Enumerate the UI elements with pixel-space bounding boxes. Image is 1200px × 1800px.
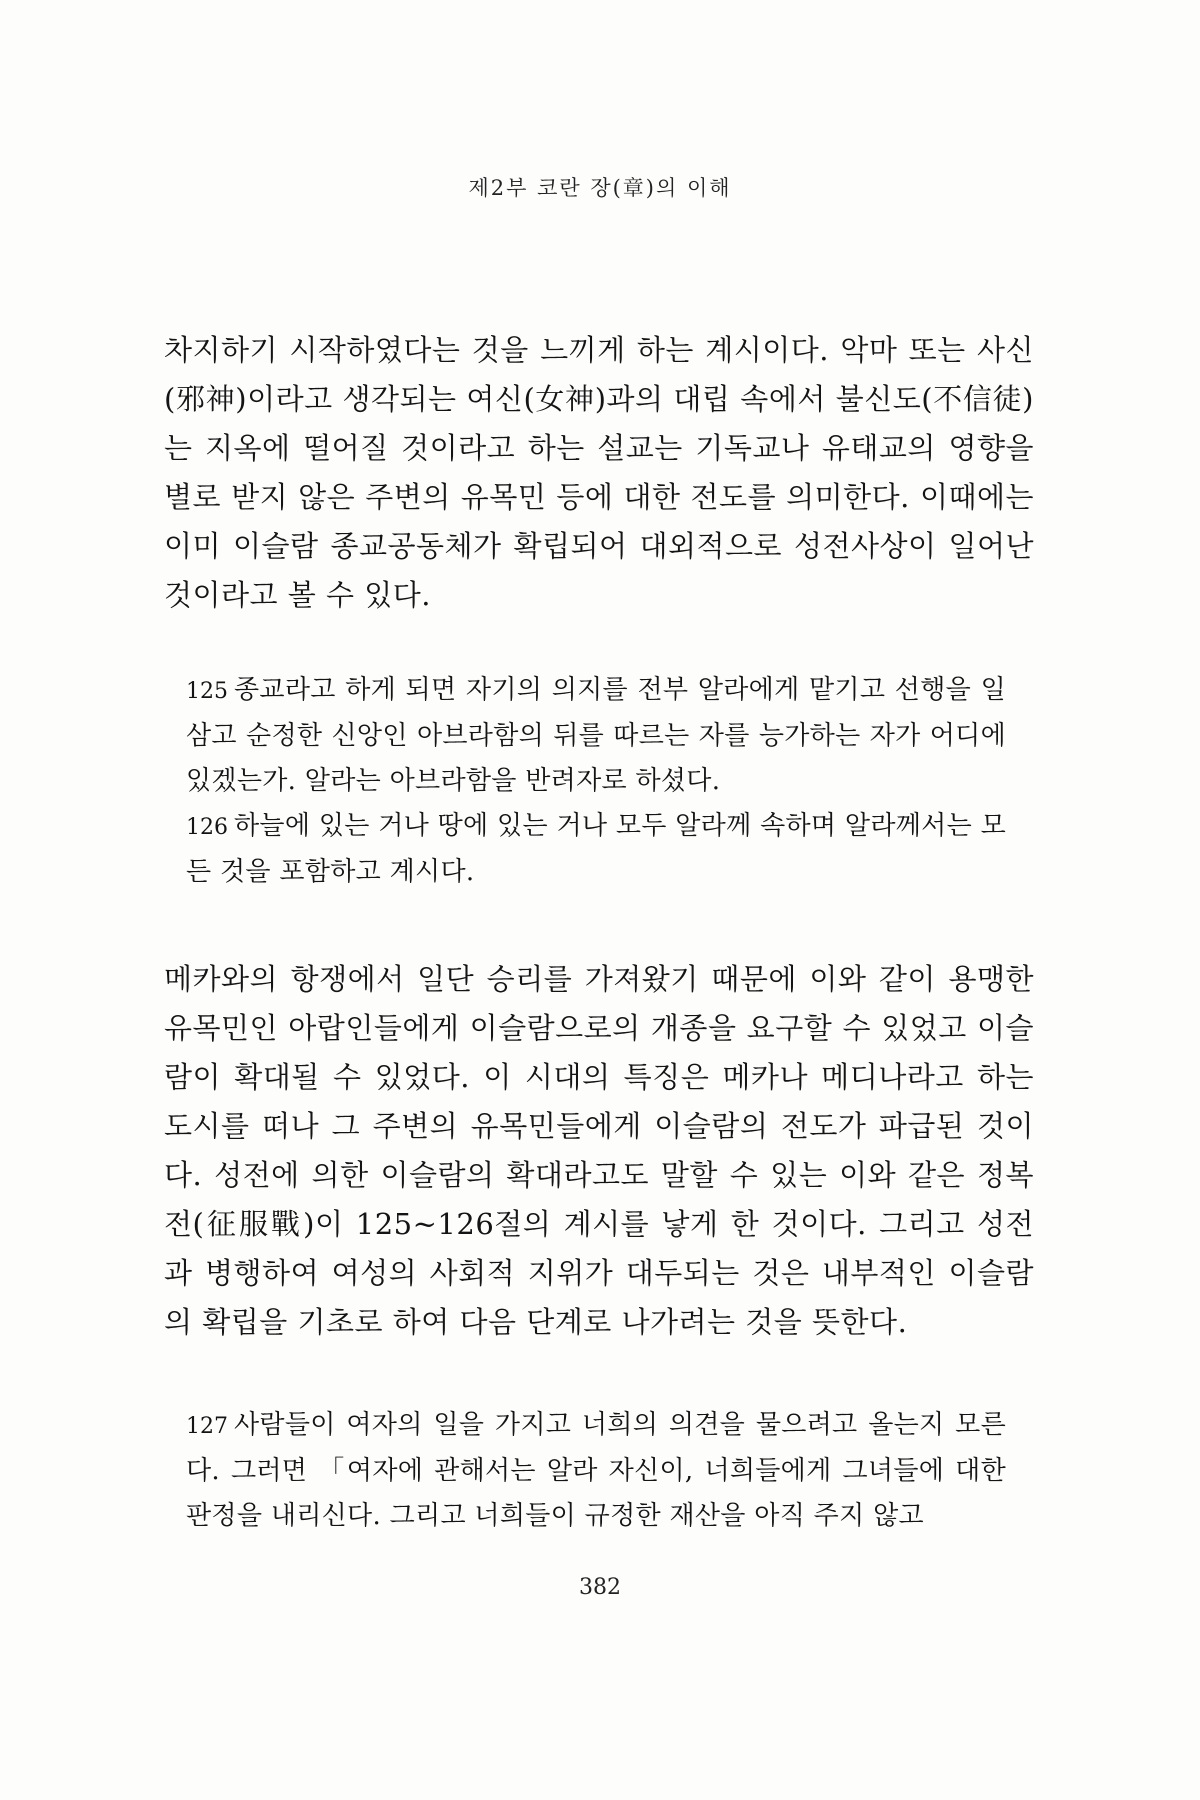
verse-text: 종교라고 하게 되면 자기의 의지를 전부 알라에게 맡기고 선행을 일삼고 순정한 신앙인 아브라함의 뒤를 따르는 자를 능가하는 자가 어디에 있겠는가. 알라는 아브라함을 반려자로 하셨다. (186, 675, 1006, 796)
verse-block-1 (186, 668, 1006, 895)
verse-number: 127 (186, 1414, 228, 1439)
running-head: 제2부 코란 장(章)의 이해 (468, 176, 732, 200)
verse-126 (186, 804, 1006, 895)
verse-block-2 (186, 1403, 1006, 1539)
body-paragraph-1: 차지하기 시작하였다는 것을 느끼게 하는 계시이다. 악마 또는 사신(邪神)이라고 생각되는 여신(女神)과의 대립 속에서 불신도(不信徒)는 지옥에 떨어질 것이라고 하는 설교는 기독교나 유태교의 영향을 별로 받지 않은 주변의 유목민 등에 대한 전도를 의미한다. 이때에는 이미 이슬람 종교공동체가 확립되어 대외적으로 성전사상이 일어난 것이라고 볼 수 있다. (164, 333, 1034, 612)
verse-125 (186, 668, 1006, 804)
verse-text: 하늘에 있는 거나 땅에 있는 거나 모두 알라께 속하며 알라께서는 모든 것을 포함하고 계시다. (186, 811, 1006, 887)
verse-number: 126 (186, 815, 228, 840)
body-paragraph-2: 메카와의 항쟁에서 일단 승리를 가져왔기 때문에 이와 같이 용맹한 유목민인 아랍인들에게 이슬람으로의 개종을 요구할 수 있었고 이슬람이 확대될 수 있었다. 이 시대의 특징은 메카나 메디나라고 하는 도시를 떠나 그 주변의 유목민들에게 이슬람의 전도가 파급된 것이다. 성전에 의한 이슬람의 확대라고도 말할 수 있는 이와 같은 정복전(征服戰)이 125~126절의 계시를 낳게 한 것이다. 그리고 성전과 병행하여 여성의 사회적 지위가 대두되는 것은 내부적인 이슬람의 확립을 기초로 하여 다음 단계로 나가려는 것을 뜻한다. (164, 962, 1034, 1339)
verse-text: 사람들이 여자의 일을 가지고 너희의 의견을 물으려고 올는지 모른다. 그러면 「여자에 관해서는 알라 자신이, 너희들에게 그녀들에 대한 판정을 내리신다. 그리고 너희들이 규정한 재산을 아직 주지 않고 (186, 1410, 1006, 1531)
verse-127 (186, 1403, 1006, 1539)
page-number: 382 (579, 1575, 621, 1600)
verse-number: 125 (186, 679, 228, 704)
